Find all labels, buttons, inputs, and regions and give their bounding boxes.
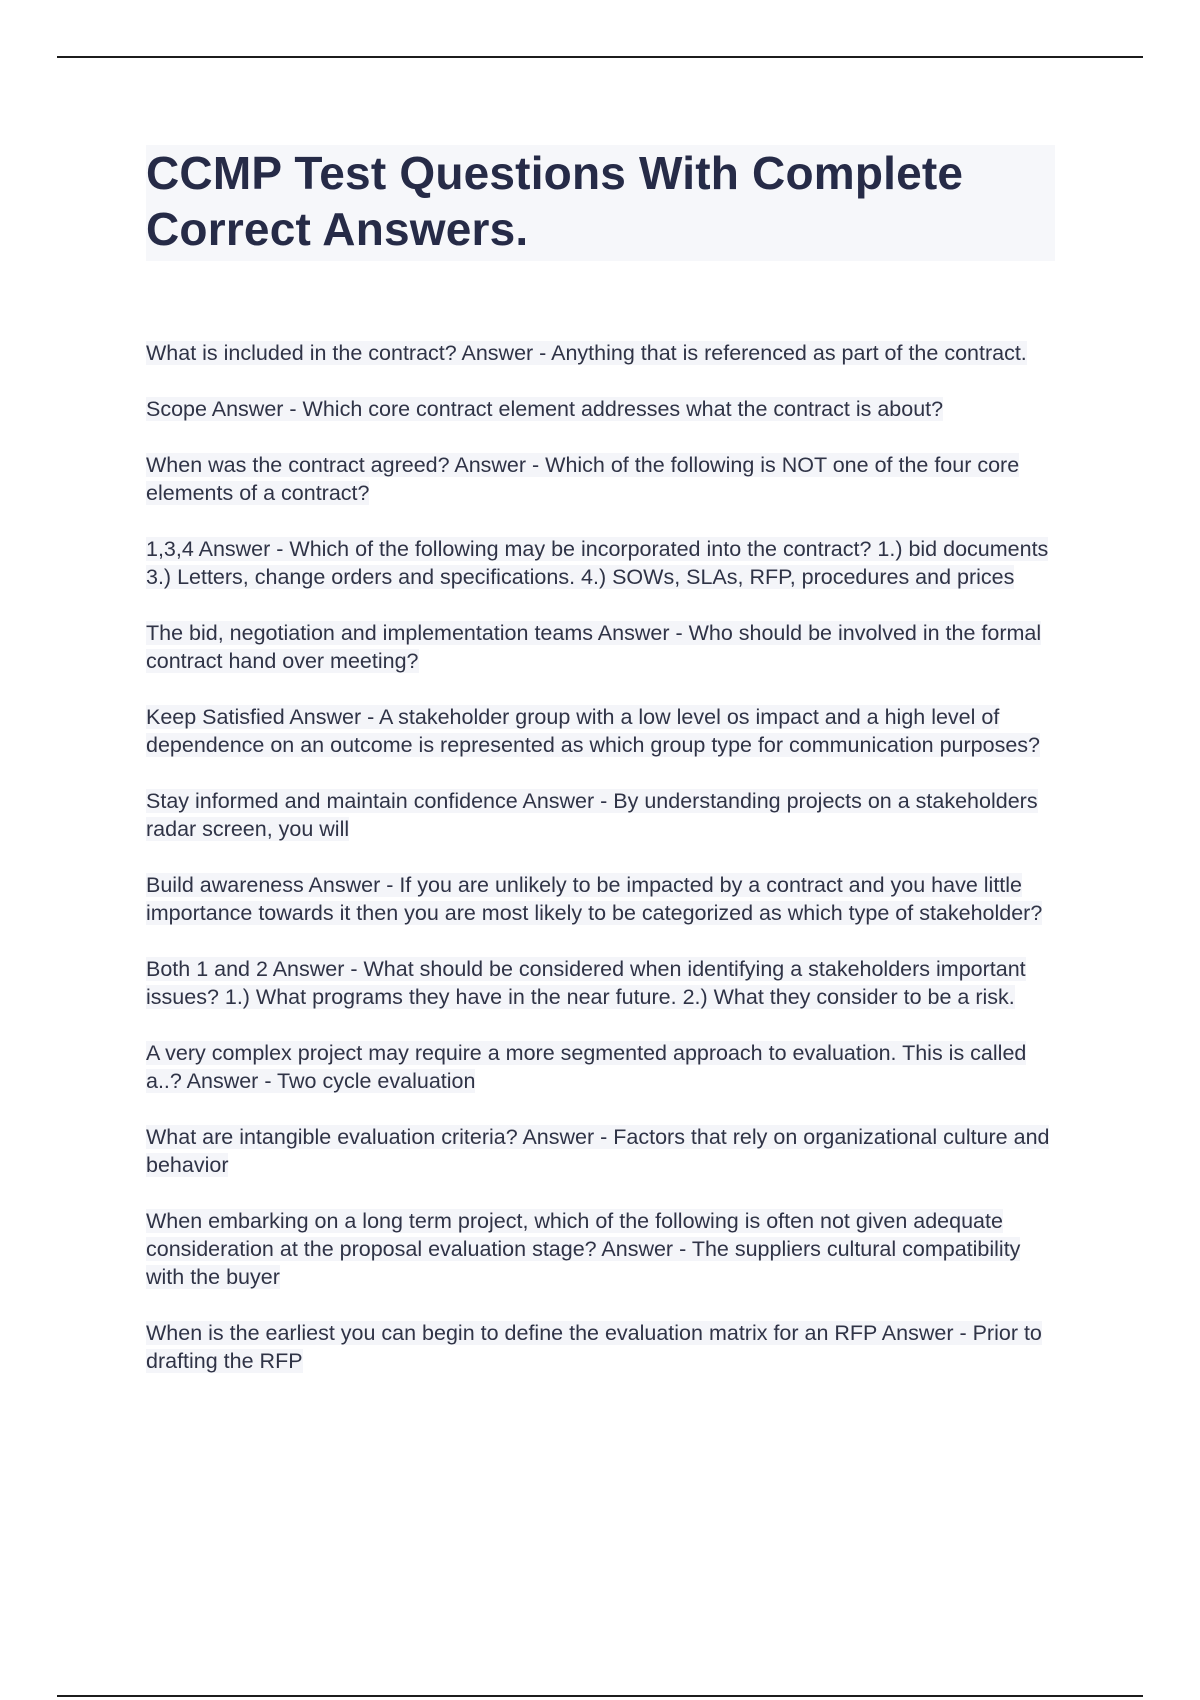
- qa-text: Stay informed and maintain confidence Answer - By understanding projects on a stakeholders radar screen, you will: [146, 789, 1038, 841]
- qa-item: [146, 955, 1055, 1011]
- qa-item: [146, 339, 1055, 367]
- qa-text: When is the earliest you can begin to define the evaluation matrix for an RFP Answer - Prior to drafting the RFP: [146, 1321, 1042, 1373]
- qa-item: [146, 871, 1055, 927]
- qa-text: The bid, negotiation and implementation teams Answer - Who should be involved in the formal contract hand over meeting?: [146, 621, 1042, 673]
- qa-text: 1,3,4 Answer - Which of the following may be incorporated into the contract? 1.) bid documents 3.) Letters, change orders and specifications. 4.) SOWs, SLAs, RFP, procedures and prices: [146, 537, 1049, 589]
- top-rule: [57, 56, 1143, 58]
- qa-text: What is included in the contract? Answer - Anything that is referenced as part of the contract.: [146, 341, 1027, 365]
- qa-text: Scope Answer - Which core contract element addresses what the contract is about?: [146, 397, 944, 421]
- qa-item: [146, 395, 1055, 423]
- qa-item: [146, 1207, 1055, 1291]
- qa-text: A very complex project may require a more segmented approach to evaluation. This is called a..? Answer - Two cycle evaluation: [146, 1041, 1027, 1093]
- bottom-rule: [57, 1695, 1143, 1697]
- qa-text: Build awareness Answer - If you are unlikely to be impacted by a contract and you have little importance towards it then you are most likely to be categorized as which type of stakeholder?: [146, 873, 1043, 925]
- qa-text: When embarking on a long term project, which of the following is often not given adequate consideration at the proposal evaluation stage? Answer - The suppliers cultural compatibility with the buyer: [146, 1209, 1021, 1289]
- qa-item: [146, 535, 1055, 591]
- qa-list: [146, 339, 1055, 1375]
- title-block: [146, 145, 1055, 261]
- qa-item: [146, 451, 1055, 507]
- qa-item: [146, 703, 1055, 759]
- qa-item: [146, 1319, 1055, 1375]
- qa-item: [146, 1039, 1055, 1095]
- qa-text: Keep Satisfied Answer - A stakeholder group with a low level os impact and a high level of dependence on an outcome is represented as which group type for communication purposes?: [146, 705, 1040, 757]
- qa-item: [146, 619, 1055, 675]
- document-title: CCMP Test Questions With Complete Correct Answers.: [146, 147, 964, 255]
- document-content: [146, 145, 1055, 1403]
- qa-item: [146, 1123, 1055, 1179]
- qa-text: What are intangible evaluation criteria? Answer - Factors that rely on organizational culture and behavior: [146, 1125, 1050, 1177]
- qa-text: Both 1 and 2 Answer - What should be considered when identifying a stakeholders important issues? 1.) What programs they have in the near future. 2.) What they consider to be a risk.: [146, 957, 1026, 1009]
- qa-item: [146, 787, 1055, 843]
- qa-text: When was the contract agreed? Answer - Which of the following is NOT one of the four core elements of a contract?: [146, 453, 1020, 505]
